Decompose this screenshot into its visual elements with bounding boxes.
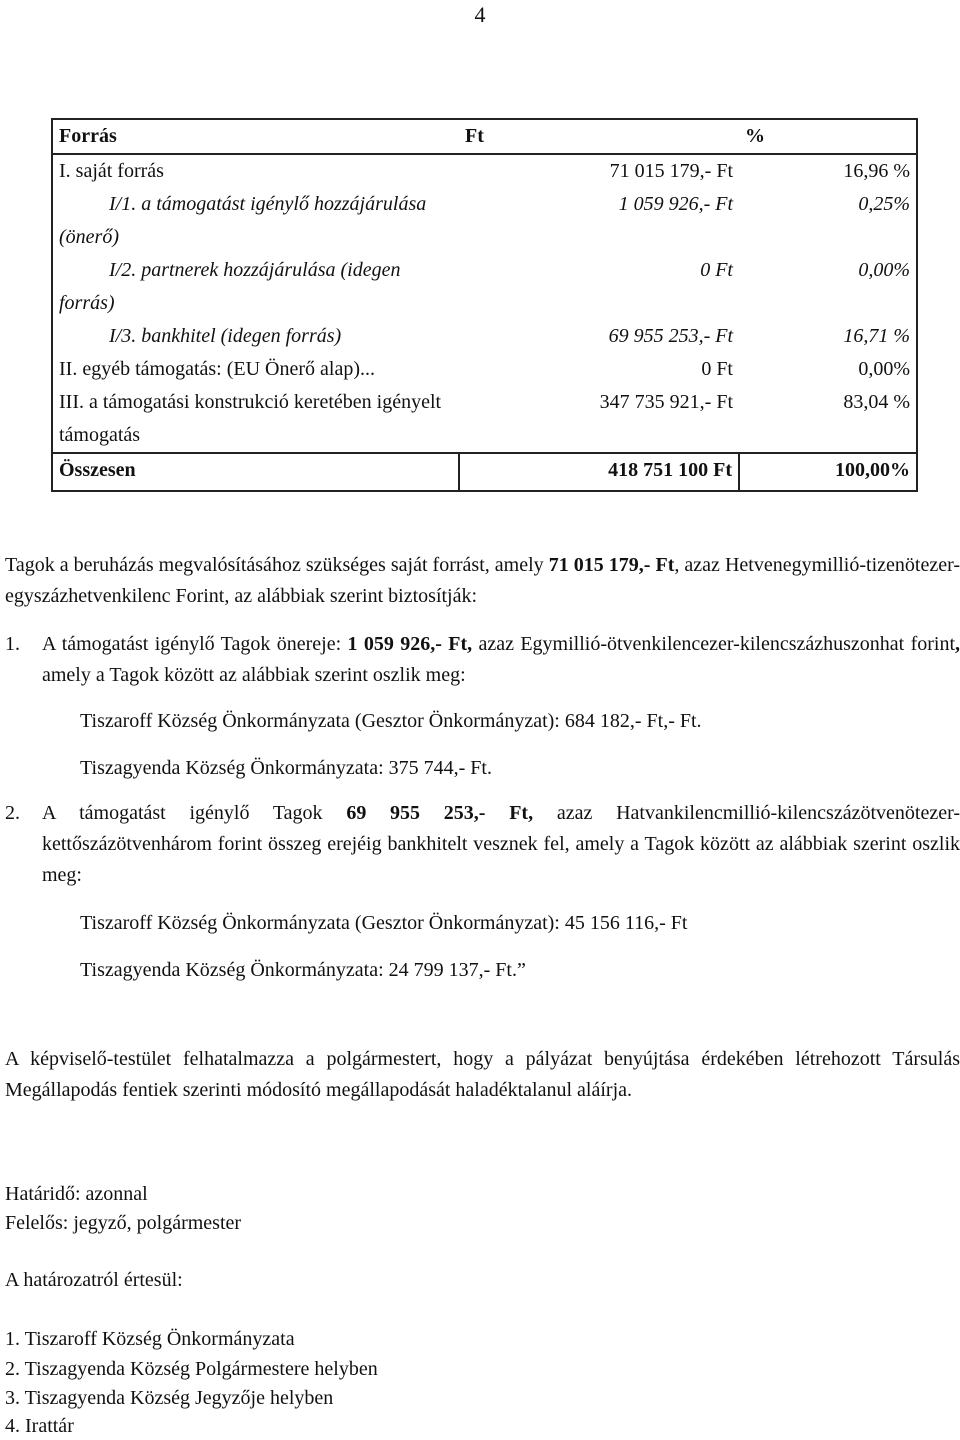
item-text-mid: azaz Egymillió-ötvenkilencezer-kilencszázhuszonhat forint [472,633,956,655]
item-amount: 69 955 253,- Ft, [346,802,534,824]
allocation-line: Tiszagyenda Község Önkormányzata: 24 799 137,- Ft.” [80,959,526,981]
row-percent: 0,25% [739,188,917,254]
notify-list-item: 4. Irattár [5,1415,74,1437]
allocation-line: Tiszaroff Község Önkormányzata (Gesztor Önkormányzat): 684 182,- Ft,- Ft. [80,710,702,732]
total-percent: 100,00% [739,453,917,491]
list-item-bank-loan [5,798,960,891]
item-comma: , [955,633,960,655]
table-total-row [52,453,917,491]
funding-source-table [51,118,918,492]
deadline-line: Határidő: azonnal [5,1183,148,1205]
row-label: III. a támogatási konstrukció keretében igényelt támogatás [52,386,459,453]
total-label: Összesen [52,453,459,491]
row-ft: 1 059 926,- Ft [618,193,733,215]
row-percent: 0,00% [739,254,917,320]
table-row [52,154,917,188]
row-label: I/3. bankhitel (idegen forrás) [109,325,342,347]
row-label: I/2. partnerek hozzájárulása (idegen forrás) [59,259,401,314]
row-ft: 69 955 253,- Ft [608,325,733,347]
intro-paragraph [5,550,960,612]
resolution-paragraph: A képviselő-testület felhatalmazza a polgármestert, hogy a pályázat benyújtása érdekében létrehozott Társulás Megállapodás fentiek szerinti módosító megállapodását haladéktalanul aláírja. [5,1048,960,1101]
table-row [52,353,917,386]
row-ft: 0 Ft [700,259,733,281]
intro-amount: 71 015 179,- Ft [548,554,675,576]
row-percent: 16,96 % [739,154,917,188]
table-row [52,188,917,254]
row-percent: 83,04 % [739,386,917,453]
total-ft: 418 751 100 Ft [459,453,739,491]
notify-list-item: 1. Tiszaroff Község Önkormányzata [5,1328,295,1350]
row-percent: 16,71 % [739,320,917,353]
page-number: 4 [474,2,486,27]
row-label: I/1. a támogatást igénylő hozzájárulása (önerő) [59,193,427,248]
list-number: 2. [5,802,20,824]
item-text-end: amely a Tagok között az alábbiak szerint oszlik meg: [42,664,466,686]
row-ft: 347 735 921,- Ft [599,391,733,413]
row-ft: 71 015 179,- Ft [609,160,733,182]
table-row [52,386,917,453]
list-number: 1. [5,633,20,655]
row-label: I. saját forrás [52,154,459,188]
row-label: II. egyéb támogatás: (EU Önerő alap)... [52,353,459,386]
table-header-row [52,119,917,154]
header-ft: Ft [459,119,739,154]
allocation-line: Tiszaroff Község Önkormányzata (Gesztor Önkormányzat): 45 156 116,- Ft [80,912,688,934]
header-source: Forrás [52,119,459,154]
responsible-line: Felelős: jegyző, polgármester [5,1212,242,1234]
item-text: A támogatást igénylő Tagok önereje: [42,633,348,655]
row-percent: 0,00% [739,353,917,386]
intro-text: Tagok a beruházás megvalósításához szükséges saját forrást, amely [5,554,549,576]
notify-list-item: 3. Tiszagyenda Község Jegyzője helyben [5,1387,334,1409]
allocation-line: Tiszagyenda Község Önkormányzata: 375 744,- Ft. [80,757,492,779]
item-text-end: azaz Hatvankilencmillió-kilencszázötvenötezer-kettőszázötvenhárom forint összeg erejéig bankhitelt vesznek fel, amely a Tagok között az alábbiak szerint oszlik meg: [42,802,960,886]
row-ft: 0 Ft [701,358,733,380]
table-row [52,254,917,320]
item-text: A támogatást igénylő Tagok [42,802,347,824]
header-percent: % [739,119,917,154]
item-amount: 1 059 926,- Ft, [347,633,473,655]
notify-list-item: 2. Tiszagyenda Község Polgármestere helyben [5,1358,378,1380]
intro-text-end: , azaz Hetvenegymillió-tizenötezer-egyszázhetvenkilenc Forint, az alábbiak szerint biztosítják: [5,554,960,607]
table-row [52,320,917,353]
list-item-own-contribution [5,629,960,691]
notify-heading: A határozatról értesül: [5,1269,183,1291]
